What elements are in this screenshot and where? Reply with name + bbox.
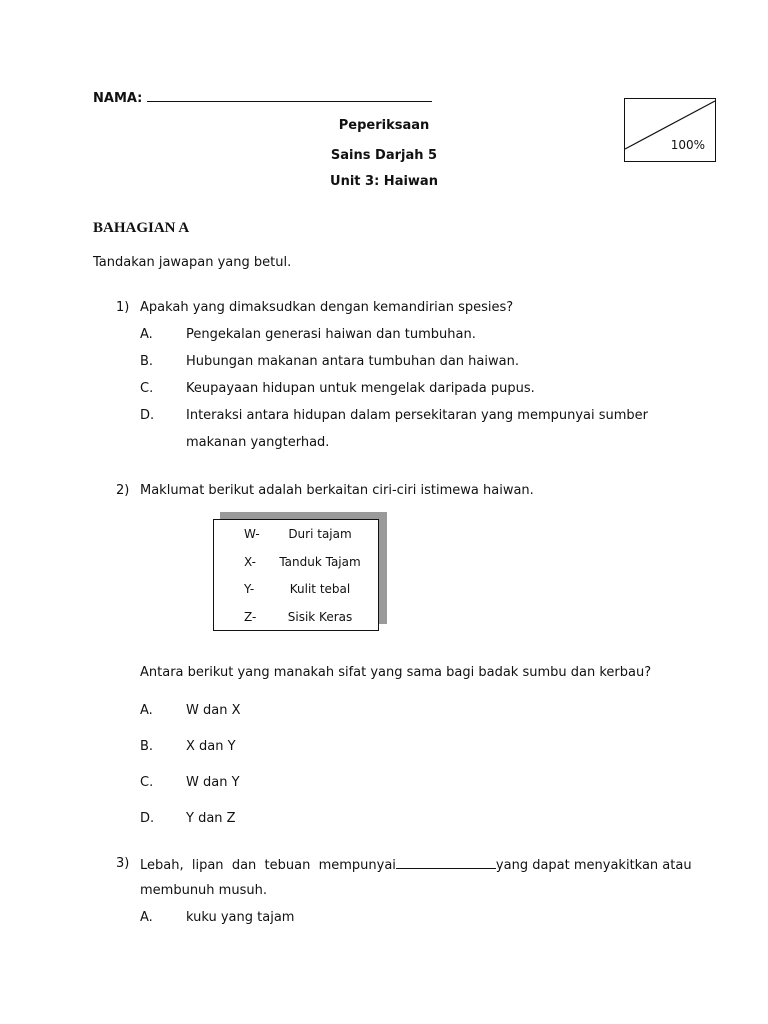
section-title: BAHAGIAN A — [93, 220, 190, 236]
q1-option-d-text-cont: makanan yangterhad. — [186, 435, 330, 450]
name-blank-line[interactable] — [147, 89, 432, 102]
question-2-prompt: Antara berikut yang manakah sifat yang sama bagi badak sumbu dan kerbau? — [140, 665, 652, 680]
q2-option-c-letter[interactable]: C. — [140, 775, 154, 790]
question-3-text-before: Lebah, lipan dan tebuan mempunyai — [140, 858, 396, 873]
question-3-number: 3) — [116, 856, 130, 871]
score-diagonal-line — [625, 99, 717, 163]
table-key: Y- — [244, 582, 255, 596]
table-row — [214, 548, 378, 576]
table-value: Duri tajam — [288, 527, 352, 541]
score-value: 100% — [670, 138, 705, 152]
question-3-text-cont: membunuh musuh. — [140, 883, 267, 898]
question-1-number: 1) — [116, 300, 130, 315]
exam-title: Peperiksaan — [338, 118, 430, 133]
score-box — [624, 98, 716, 162]
q3-option-a-letter[interactable]: A. — [140, 910, 153, 925]
table-value: Kulit tebal — [289, 582, 351, 596]
table-key: Z- — [244, 609, 257, 624]
question-2-number: 2) — [116, 483, 130, 498]
table-key: X- — [244, 554, 256, 569]
table-row — [214, 603, 378, 631]
q2-option-d-letter[interactable]: D. — [140, 811, 155, 826]
q1-option-a-text: Pengekalan generasi haiwan dan tumbuhan. — [186, 327, 476, 342]
q2-option-a-text: W dan X — [186, 703, 241, 718]
table-value: Sisik Keras — [287, 609, 353, 624]
table-row — [214, 520, 378, 548]
q1-option-c-letter[interactable]: C. — [140, 381, 154, 396]
q2-option-b-letter[interactable]: B. — [140, 739, 154, 754]
q2-option-d-text: Y dan Z — [186, 811, 236, 826]
answer-blank-line[interactable] — [396, 856, 496, 869]
q1-option-b-text: Hubungan makanan antara tumbuhan dan haiwan. — [186, 354, 519, 369]
section-instruction: Tandakan jawapan yang betul. — [93, 255, 292, 270]
question-3-text — [140, 856, 692, 873]
question-1-text: Apakah yang dimaksudkan dengan kemandirian spesies? — [140, 300, 514, 315]
q3-option-a-text: kuku yang tajam — [186, 910, 295, 925]
exam-unit: Unit 3: Haiwan — [330, 174, 438, 189]
table-key: W- — [244, 527, 260, 541]
q1-option-c-text: Keupayaan hidupan untuk mengelak daripada pupus. — [186, 381, 535, 396]
table-value: Tanduk Tajam — [279, 554, 361, 569]
question-2-text: Maklumat berikut adalah berkaitan ciri-ciri istimewa haiwan. — [140, 483, 534, 498]
q1-option-a-letter[interactable]: A. — [140, 327, 153, 342]
q2-option-b-text: X dan Y — [186, 739, 236, 754]
exam-subject: Sains Darjah 5 — [330, 148, 438, 163]
question-3-text-after: yang dapat menyakitkan atau — [495, 858, 692, 873]
name-label: NAMA: — [93, 91, 147, 106]
name-field — [93, 89, 432, 106]
info-table — [213, 519, 379, 631]
table-row — [214, 575, 378, 603]
q2-option-c-text: W dan Y — [186, 775, 240, 790]
q1-option-b-letter[interactable]: B. — [140, 354, 154, 369]
q1-option-d-text: Interaksi antara hidupan dalam persekitaran yang mempunyai sumber — [186, 408, 649, 423]
q1-option-d-letter[interactable]: D. — [140, 408, 155, 423]
q2-option-a-letter[interactable]: A. — [140, 703, 153, 718]
